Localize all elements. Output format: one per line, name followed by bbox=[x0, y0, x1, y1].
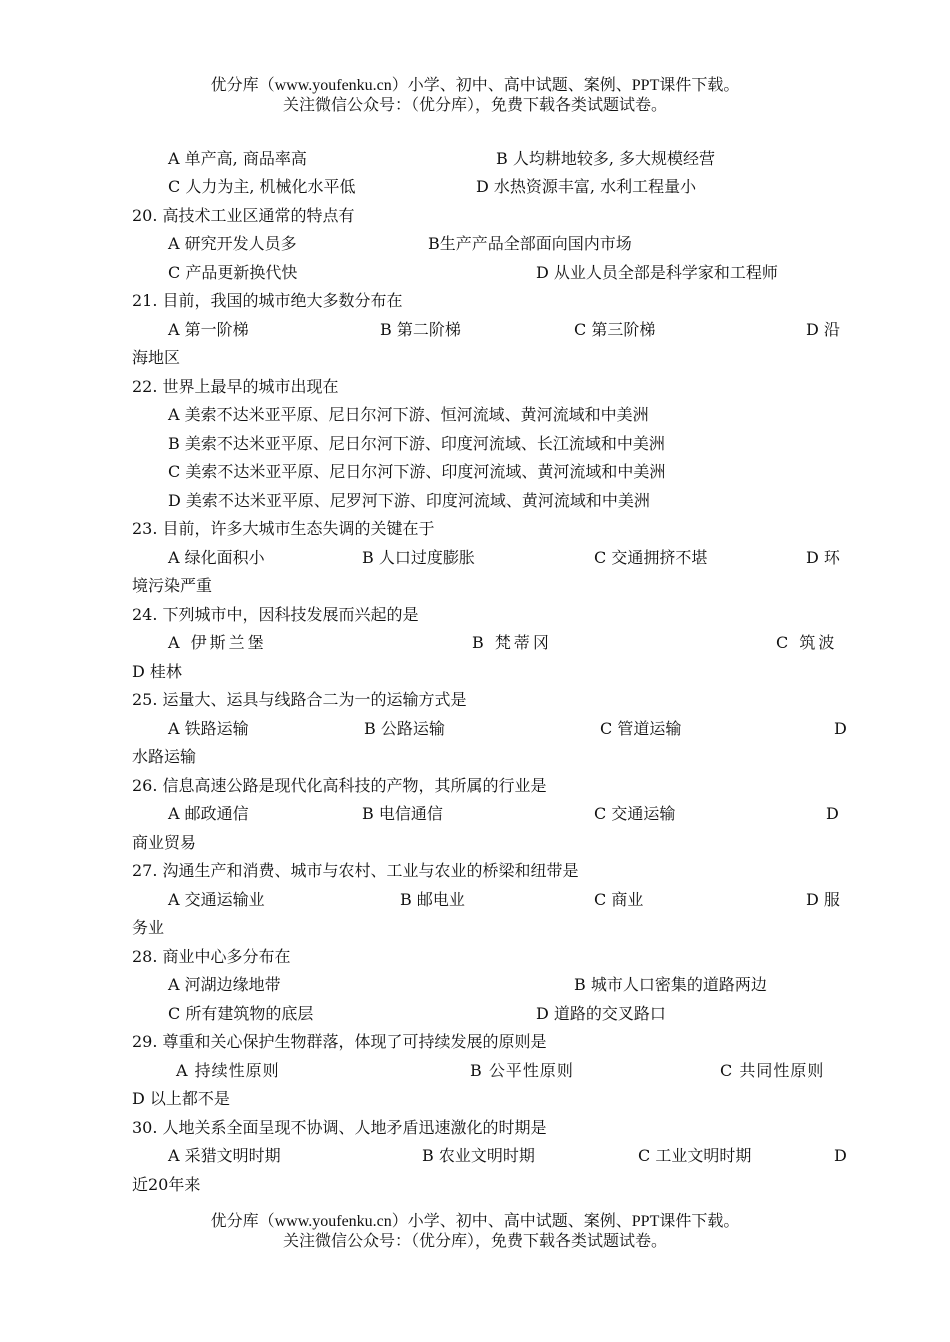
q30-option-c: C 工业文明时期 bbox=[638, 1146, 752, 1165]
q19-option-b: B 人均耕地较多, 多大规模经营 bbox=[496, 149, 716, 168]
q27-option-c: C 商业 bbox=[594, 890, 644, 909]
q20-option-a: A 研究开发人员多 bbox=[168, 234, 297, 253]
question-27: 27. 沟通生产和消费、城市与农村、工业与农业的桥梁和纽带是 bbox=[132, 861, 579, 880]
q22-option-c: C 美索不达米亚平原、尼日尔河下游、印度河流域、黄河流域和中美洲 bbox=[168, 462, 666, 481]
question-29: 29. 尊重和关心保护生物群落，体现了可持续发展的原则是 bbox=[132, 1032, 547, 1051]
q28-option-d: D 道路的交叉路口 bbox=[536, 1004, 666, 1023]
q20-option-c: C 产品更新换代快 bbox=[168, 263, 298, 282]
q29-option-d: D 以上都不是 bbox=[132, 1089, 230, 1108]
q25-option-b: B 公路运输 bbox=[364, 719, 445, 738]
q26-option-a: A 邮政通信 bbox=[168, 804, 249, 823]
q22-option-a: A 美索不达米亚平原、尼日尔河下游、恒河流域、黄河流域和中美洲 bbox=[168, 405, 649, 424]
q30-option-d: D bbox=[834, 1146, 847, 1165]
q21-option-c: C 第三阶梯 bbox=[574, 320, 656, 339]
question-23: 23. 目前，许多大城市生态失调的关键在于 bbox=[132, 519, 435, 538]
q28-option-a: A 河湖边缘地带 bbox=[168, 975, 281, 994]
q24-option-d: D 桂林 bbox=[132, 662, 182, 681]
q30-option-a: A 采猎文明时期 bbox=[168, 1146, 281, 1165]
question-22: 22. 世界上最早的城市出现在 bbox=[132, 377, 339, 396]
q23-option-a: A 绿化面积小 bbox=[168, 548, 265, 567]
question-25: 25. 运量大、运具与线路合二为一的运输方式是 bbox=[132, 690, 467, 709]
q19-option-c: C 人力为主, 机械化水平低 bbox=[168, 177, 356, 196]
q24-option-a: A 伊斯兰堡 bbox=[168, 633, 267, 652]
q26-option-c: C 交通运输 bbox=[594, 804, 676, 823]
q21-option-b: B 第二阶梯 bbox=[380, 320, 461, 339]
q28-option-c: C 所有建筑物的底层 bbox=[168, 1004, 314, 1023]
question-28: 28. 商业中心多分布在 bbox=[132, 947, 291, 966]
q27-option-d-continued: 务业 bbox=[132, 918, 165, 937]
q29-option-b: B 公平性原则 bbox=[470, 1061, 574, 1080]
q30-option-b: B 农业文明时期 bbox=[422, 1146, 535, 1165]
question-30: 30. 人地关系全面呈现不协调、人地矛盾迅速激化的时期是 bbox=[132, 1118, 547, 1137]
footer-line-2: 关注微信公众号：（优分库），免费下载各类试题试卷。 bbox=[282, 1233, 667, 1250]
q22-option-d: D 美索不达米亚平原、尼罗河下游、印度河流域、黄河流域和中美洲 bbox=[168, 491, 650, 510]
q25-option-a: A 铁路运输 bbox=[168, 719, 249, 738]
header-line-1: 优分库（www.youfenku.cn）小学、初中、高中试题、案例、PPT课件下载。 bbox=[210, 77, 740, 94]
q27-option-b: B 邮电业 bbox=[400, 890, 465, 909]
q24-option-b: B 梵蒂冈 bbox=[472, 633, 552, 652]
q23-option-d-continued: 境污染严重 bbox=[132, 576, 213, 595]
header-line-2: 关注微信公众号：（优分库），免费下载各类试题试卷。 bbox=[282, 97, 667, 114]
page-header bbox=[0, 76, 950, 116]
q28-option-b: B 城市人口密集的道路两边 bbox=[574, 975, 767, 994]
q26-option-d: D bbox=[826, 804, 839, 823]
page-footer bbox=[0, 1212, 950, 1252]
q21-option-d: D 沿 bbox=[806, 320, 840, 339]
q29-option-c: C 共同性原则 bbox=[720, 1061, 825, 1080]
q30-option-d-continued: 近20年来 bbox=[132, 1175, 201, 1194]
question-20: 20. 高技术工业区通常的特点有 bbox=[132, 206, 355, 225]
q24-option-c: C 筑波 bbox=[776, 633, 838, 652]
q23-option-c: C 交通拥挤不堪 bbox=[594, 548, 708, 567]
question-24: 24. 下列城市中，因科技发展而兴起的是 bbox=[132, 605, 419, 624]
question-21: 21. 目前，我国的城市绝大多数分布在 bbox=[132, 291, 403, 310]
q27-option-a: A 交通运输业 bbox=[168, 890, 265, 909]
q19-option-a: A 单产高, 商品率高 bbox=[168, 149, 307, 168]
q22-option-b: B 美索不达米亚平原、尼日尔河下游、印度河流域、长江流域和中美洲 bbox=[168, 434, 665, 453]
q20-option-b: B生产产品全部面向国内市场 bbox=[428, 234, 632, 253]
q21-option-a: A 第一阶梯 bbox=[168, 320, 249, 339]
q23-option-d: D 环 bbox=[806, 548, 840, 567]
q26-option-d-continued: 商业贸易 bbox=[132, 833, 197, 852]
q27-option-d: D 服 bbox=[806, 890, 840, 909]
q29-option-a: A 持续性原则 bbox=[176, 1061, 280, 1080]
q25-option-d-continued: 水路运输 bbox=[132, 747, 197, 766]
q25-option-c: C 管道运输 bbox=[600, 719, 682, 738]
footer-line-1: 优分库（www.youfenku.cn）小学、初中、高中试题、案例、PPT课件下载。 bbox=[210, 1213, 740, 1230]
q20-option-d: D 从业人员全部是科学家和工程师 bbox=[536, 263, 778, 282]
q23-option-b: B 人口过度膨胀 bbox=[362, 548, 475, 567]
question-26: 26. 信息高速公路是现代化高科技的产物，其所属的行业是 bbox=[132, 776, 547, 795]
q25-option-d: D bbox=[834, 719, 847, 738]
q21-option-d-continued: 海地区 bbox=[132, 348, 181, 367]
q26-option-b: B 电信通信 bbox=[362, 804, 443, 823]
q19-option-d: D 水热资源丰富, 水利工程量小 bbox=[476, 177, 697, 196]
